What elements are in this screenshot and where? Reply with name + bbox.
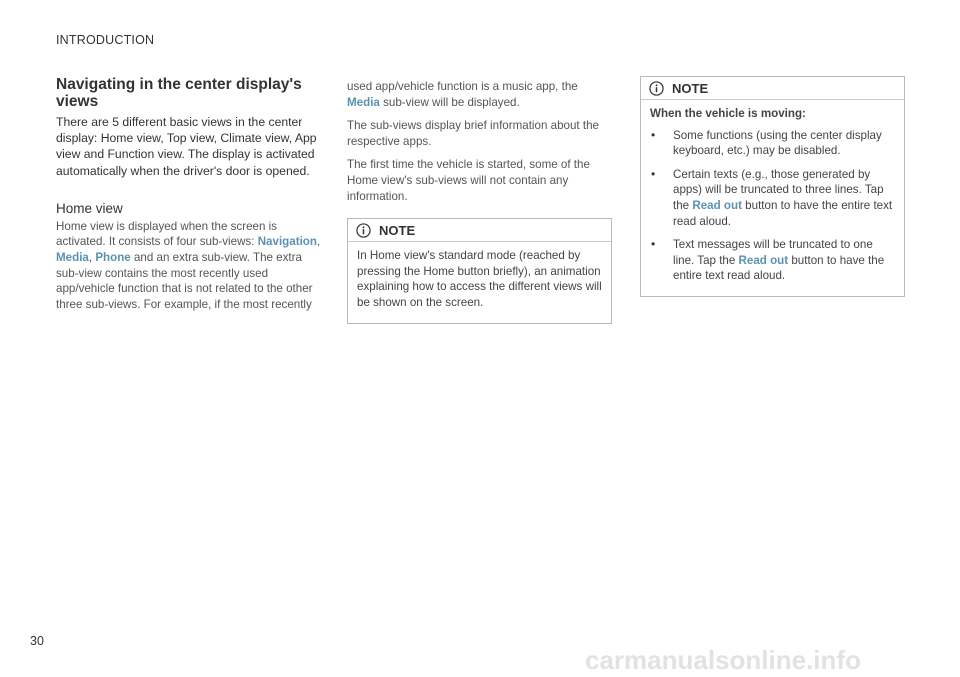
text-run: Certain texts (e.g., those generated by apps) will be truncated to three lines. Tap the <box>673 167 884 212</box>
page-number: 30 <box>30 634 44 648</box>
note-body <box>641 100 904 296</box>
text-run: button to have the entire text read aloud. <box>673 253 885 283</box>
text-run: sub-view will be displayed. <box>379 95 520 109</box>
text-run: , <box>316 235 321 249</box>
note-box <box>347 218 612 323</box>
list-item <box>650 237 895 284</box>
watermark: carmanualsonline.info <box>585 645 861 675</box>
keyword-phone: Phone <box>95 251 131 264</box>
note-lead: When the vehicle is moving: <box>650 107 806 120</box>
keyword-media: Media <box>347 95 380 109</box>
continued-paragraph <box>347 79 612 110</box>
text-run: button to have the entire text read aloud. <box>673 198 893 228</box>
column-middle <box>347 79 612 324</box>
column-left <box>56 76 321 320</box>
list-item <box>650 167 895 229</box>
column-right <box>640 76 905 297</box>
keyword-read-out: Read out <box>738 253 789 267</box>
running-header: INTRODUCTION <box>56 33 155 47</box>
text-run: Home view is displayed when the screen is activated. It consists of four sub-views: <box>56 219 278 249</box>
info-circle-icon <box>356 223 371 238</box>
keyword-media: Media <box>56 251 89 264</box>
keyword-navigation: Navigation <box>257 235 317 249</box>
note-bullet-list <box>650 128 895 284</box>
subheading-home-view: Home view <box>56 200 123 216</box>
text-run: Text messages will be truncated to one line. Tap the <box>673 238 873 267</box>
paragraph-first-start: The first time the vehicle is started, some of the Home view's sub-views will not contain any information. <box>347 158 590 203</box>
note-title: NOTE <box>672 81 709 96</box>
text-run: and an extra sub-view. The extra sub-view contains the most recently used app/vehicle function that is not related to the other three sub-views. For example, if the most recently <box>56 251 313 311</box>
note-box <box>640 76 905 297</box>
list-item: • Some functions (using the center display keyboard, etc.) may be disabled. <box>650 128 895 159</box>
keyword-read-out: Read out <box>692 198 742 212</box>
intro-paragraph: There are 5 different basic views in the center display: Home view, Top view, Climate view, App view and Function view. The display is activated automatically when the driver's door is opened. <box>56 115 317 178</box>
text-run: used app/vehicle function is a music app, the <box>347 80 578 93</box>
note-text: In Home view's standard mode (reached by pressing the Home button briefly), an animation explaining how to access the different views will be shown on the screen. <box>357 249 602 309</box>
text-run: , <box>88 251 96 264</box>
note-header <box>641 77 904 100</box>
paragraph-subviews: The sub-views display brief information about the respective apps. <box>347 119 599 148</box>
note-body <box>348 242 611 322</box>
section-title: Navigating in the center display's views <box>56 76 302 110</box>
note-header <box>348 219 611 242</box>
info-circle-icon <box>649 81 664 96</box>
home-view-paragraph <box>56 219 321 313</box>
note-title: NOTE <box>379 223 416 239</box>
